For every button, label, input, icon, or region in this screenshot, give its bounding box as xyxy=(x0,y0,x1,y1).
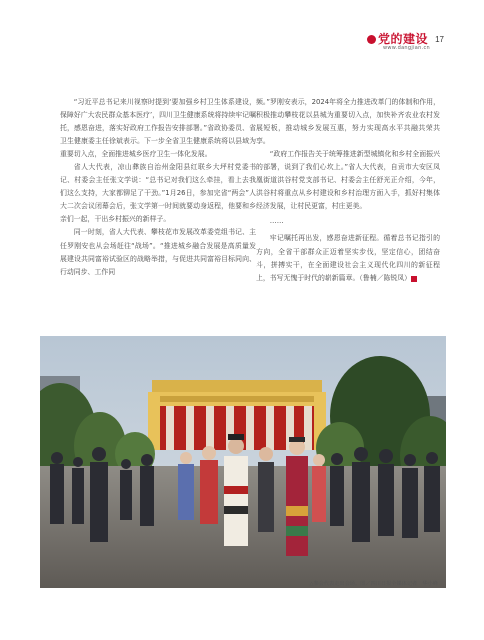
page-header xyxy=(0,30,484,62)
left-column xyxy=(60,96,256,279)
website-url: www.dangjian.cn xyxy=(383,45,430,51)
ellipsis: …… xyxy=(269,217,284,226)
paragraph: 省人大代表，凉山彝族自治州金阳县红联乡大坪村党委书记、村委会主任张文学说：“总书记对我们这么牵挂，看上去我们这么支持，大家都铆足了干劲。”1月26日，参加完省“两会”人大二次会议闭幕会后，张文学第一时间就要动身返程，他要和乡亲们一起，干出乡村振兴的新样子。 xyxy=(60,163,256,224)
closing-paragraph-text: 牢记嘱托再出发，感恩奋进新征程。循着总书记指引的方向，全省干部群众正迈着坚实步伐，坚定信心，团结奋斗，拼搏实干，在全面建设社会主义现代化四川的新征程上，书写无愧于时代的崭新篇章。（鲁楠／陈锐凤） xyxy=(256,234,440,282)
news-photo xyxy=(40,336,446,588)
paragraph: “习近平总书记来川视察时提到‘要加强乡村卫生体系建设，保障好广大农民群众基本医疗’，四川卫生健康系统将持续牢记嘱托，感恩奋进，落实好政府工作报告安排部署。”省政协委员、省卫生健康委主任徐斌表示。下一步全省卫生健康系统将以县域为重要切入点，全面推进城乡医疗卫生一体化发展。 xyxy=(60,98,256,159)
paragraph: “政府工作报告关于统筹推进新型城镇化和乡村全面振兴的部署，说到了我们心坎上。”省人大代表，自贡市大安区凤凰街道洪谷村党支部书记、村委会主任舒光正介绍，今年，洪谷村将重点从乡村建设和乡村治理方面入手，抓好村集体经济发展，让村民更富，村庄更美。 xyxy=(256,150,440,211)
photo-illustration xyxy=(40,336,446,588)
logo-text: 党的建设 xyxy=(377,32,428,46)
paragraph: 频。”罗刚安表示，2024年将全力推进改革门的体制和作用，积极推动攀枝花以县城为重要切入点，加快补齐农业农村发展短板，推动城乡发展互惠，努力实现高水平共融共荣共享。 xyxy=(256,98,440,146)
paragraph: 同一时刻，省人大代表、攀枝花市发展改革委党组书记、主任罗刚安也从会场赶往“战场”。“推进城乡融合发展是高质量发展建设共同富裕试验区的战略举措，与促进共同富裕目标同向、行动同步、工作同 xyxy=(60,228,256,276)
paragraph xyxy=(256,232,440,284)
party-emblem-icon xyxy=(367,35,376,44)
photo-caption: △参会代表走出会场。图／四川日报全媒体记者 华小峰 xyxy=(309,581,438,587)
right-column xyxy=(256,96,440,285)
end-of-article-icon: ■ xyxy=(411,276,417,282)
page-number: 17 xyxy=(435,35,444,44)
